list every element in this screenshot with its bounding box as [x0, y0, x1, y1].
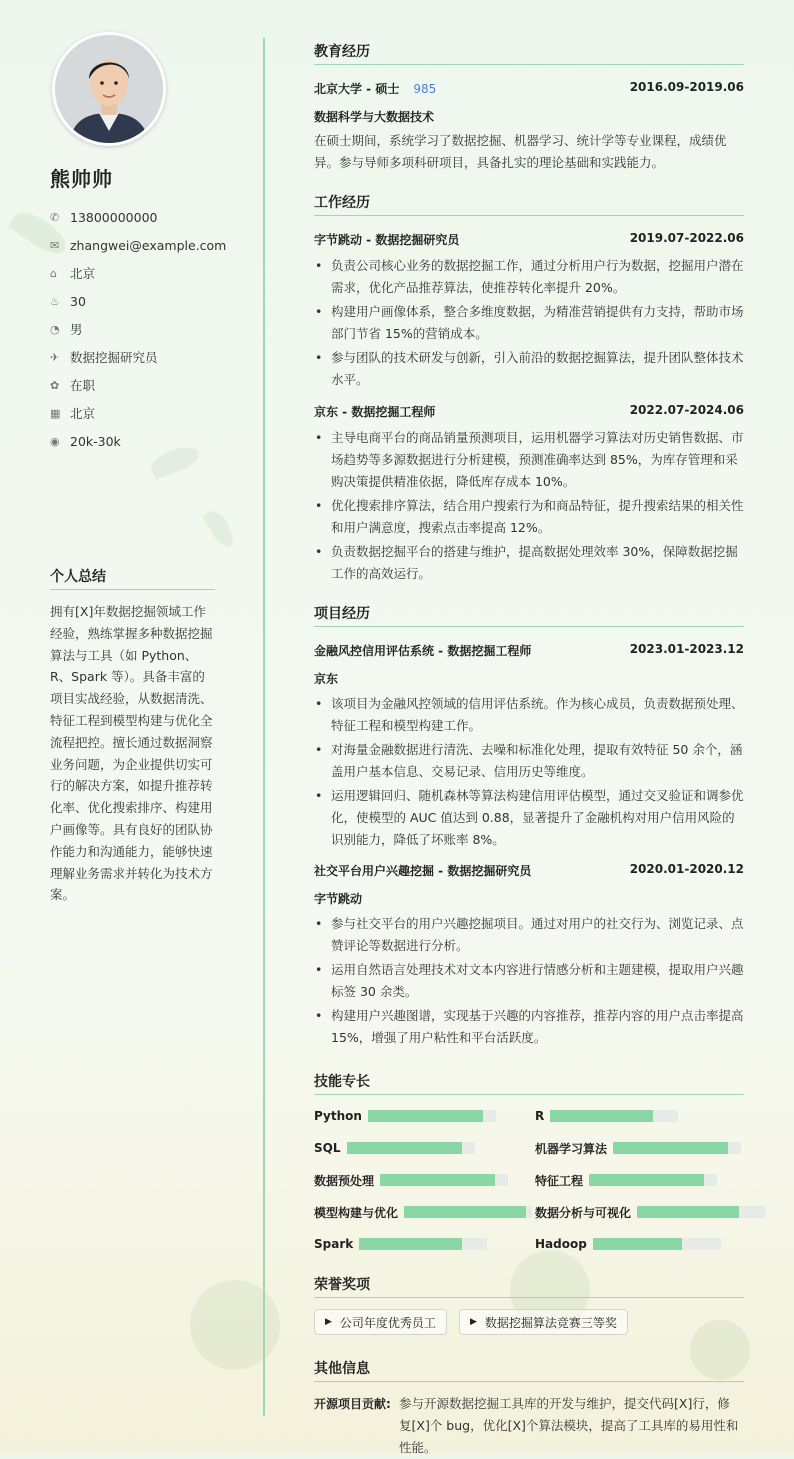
awards-title: 荣誉奖项: [314, 1274, 744, 1298]
work-title: 工作经历: [314, 192, 744, 216]
project-date: 2020.01-2020.12: [629, 862, 744, 876]
work-job-bullets: [314, 255, 744, 393]
skill-name: Python: [314, 1109, 362, 1123]
email-icon: ✉: [50, 238, 60, 252]
contact-city: [50, 399, 250, 427]
list-item: • 运用自然语言处理技术对文本内容进行情感分析和主题建模，提取用户兴趣标签 30 余类。: [314, 959, 744, 1003]
phone-icon: ✆: [50, 210, 60, 224]
skill-bar: [380, 1174, 508, 1186]
work-job-title: 京东 - 数据挖掘工程师: [314, 405, 436, 419]
list-item: • 运用逻辑回归、随机森林等算法构建信用评估模型，通过交叉验证和调参优化，使模型的 AUC 值达到 0.88，显著提升了金融机构对用户信用风险的识别能力，降低了坏账率 8%。: [314, 785, 744, 851]
skill-name: Spark: [314, 1237, 354, 1251]
skill-bar: [613, 1142, 741, 1154]
award-badge[interactable]: [314, 1309, 447, 1335]
project-title: 社交平台用户兴趣挖掘 - 数据挖掘研究员: [314, 864, 532, 878]
age-icon: ♨: [50, 294, 60, 308]
play-triangle-icon: ▶: [325, 1317, 332, 1327]
list-item: • 优化搜索排序算法，结合用户搜索行为和商品特征，提升搜索结果的相关性和用户满意度，搜索点击率提高 12%。: [314, 495, 744, 539]
skill-bar: [593, 1238, 721, 1250]
contact-gender-text: 男: [70, 322, 83, 337]
column-divider: [263, 38, 265, 1416]
skill-bar-fill: [368, 1110, 483, 1122]
skill-bar-fill: [380, 1174, 495, 1186]
skill-item: [314, 1205, 532, 1219]
skill-item: [314, 1237, 487, 1251]
skill-bar-fill: [359, 1238, 461, 1250]
skill-name: 数据分析与可视化: [535, 1205, 632, 1220]
list-item: • 对海量金融数据进行清洗、去噪和标准化处理，提取有效特征 50 余个，涵盖用户基本信息、交易记录、信用历史等维度。: [314, 739, 744, 783]
education-tag: 985: [413, 82, 437, 96]
contact-status-text: 在职: [70, 378, 96, 393]
list-item: • 构建用户兴趣图谱，实现基于兴趣的内容推荐，推荐内容的用户点击率提高 15%，增强了用户粘性和平台活跃度。: [314, 1005, 744, 1049]
list-item: • 参与社交平台的用户兴趣挖掘项目。通过对用户的社交行为、浏览记录、点赞评论等数据进行分析。: [314, 913, 744, 957]
contact-job-text: 数据挖掘研究员: [70, 350, 158, 365]
project-org: 字节跳动: [314, 892, 363, 906]
education-school: 北京大学 - 硕士: [314, 82, 400, 96]
project-title: 金融风控信用评估系统 - 数据挖掘工程师: [314, 644, 532, 658]
work-job-head: [314, 403, 744, 420]
skill-bar-fill: [404, 1206, 526, 1218]
list-item: • 该项目为金融风控领域的信用评估系统。作为核心成员，负责数据预处理、特征工程和模型构建工作。: [314, 693, 744, 737]
contact-job: [50, 343, 250, 371]
project-org: 京东: [314, 672, 339, 686]
skill-name: SQL: [314, 1141, 341, 1155]
skill-bar: [589, 1174, 717, 1186]
contact-city-text: 北京: [70, 406, 96, 421]
job-icon: ✈: [50, 350, 60, 364]
skill-item: [314, 1173, 508, 1187]
skill-item: [535, 1141, 741, 1155]
skill-name: 数据预处理: [314, 1173, 375, 1188]
list-item: • 负责数据挖掘平台的搭建与维护，提高数据处理效率 30%，保障数据挖掘工作的高效运行。: [314, 541, 744, 585]
project-bullets: [314, 913, 744, 1051]
projects-title: 项目经历: [314, 603, 744, 627]
salary-icon: ◉: [50, 434, 60, 448]
skill-item: [314, 1109, 496, 1123]
skill-bar-fill: [347, 1142, 462, 1154]
contact-gender: [50, 315, 250, 343]
skill-name: Hadoop: [535, 1237, 587, 1251]
skill-item: [535, 1173, 717, 1187]
work-job-date: 2019.07-2022.06: [629, 231, 744, 245]
avatar-portrait: [55, 35, 163, 143]
work-job-head: [314, 231, 744, 248]
list-item: • 负责公司核心业务的数据挖掘工作，通过分析用户行为数据，挖掘用户潜在需求，优化产品推荐算法，使推荐转化率提升 20%。: [314, 255, 744, 299]
other-text: 参与开源数据挖掘工具库的开发与维护，提交代码[X]行，修复[X]个 bug，优化[X]个算法模块，提高了工具库的易用性和性能。: [399, 1396, 739, 1455]
list-item: • 参与团队的技术研发与创新，引入前沿的数据挖掘算法，提升团队整体技术水平。: [314, 347, 744, 391]
education-desc: 在硕士期间，系统学习了数据挖掘、机器学习、统计学等专业课程，成绩优异。参与导师多项科研项目，具备扎实的理论基础和实践能力。: [314, 133, 727, 170]
work-job-title: 字节跳动 - 数据挖掘研究员: [314, 233, 460, 247]
skill-name: 机器学习算法: [535, 1141, 608, 1156]
skills-title: 技能专长: [314, 1071, 744, 1095]
other-title: 其他信息: [314, 1358, 744, 1382]
skill-name: 模型构建与优化: [314, 1205, 399, 1220]
candidate-name: 熊帅帅: [50, 167, 113, 191]
skill-item: [535, 1237, 721, 1251]
skill-bar: [359, 1238, 487, 1250]
contact-age: [50, 287, 250, 315]
contact-location: [50, 259, 250, 287]
list-item: • 构建用户画像体系，整合多维度数据，为精准营销提供有力支持，帮助市场部门节省 15%的营销成本。: [314, 301, 744, 345]
gender-icon: ◔: [50, 322, 60, 336]
project-head: [314, 862, 744, 879]
work-job-date: 2022.07-2024.06: [629, 403, 744, 417]
skill-bar: [550, 1110, 678, 1122]
skill-name: 特征工程: [535, 1173, 584, 1188]
summary-title: 个人总结: [50, 566, 215, 590]
education-title: 教育经历: [314, 41, 744, 65]
award-label: 公司年度优秀员工: [339, 1315, 436, 1330]
background-leaf-decoration: [202, 507, 238, 551]
contact-age-text: 30: [70, 293, 86, 309]
skill-bar-fill: [613, 1142, 728, 1154]
play-triangle-icon: ▶: [470, 1317, 477, 1327]
skill-bar: [347, 1142, 475, 1154]
skill-bar-fill: [637, 1206, 739, 1218]
skill-bar-fill: [550, 1110, 652, 1122]
skill-item: [535, 1205, 765, 1219]
background-tree-decoration: [190, 1280, 280, 1370]
contact-phone: [50, 203, 250, 231]
education-date: 2016.09-2019.06: [629, 80, 744, 94]
contact-email: [50, 231, 250, 259]
contact-salary-text: 20k-30k: [70, 433, 121, 449]
project-head: [314, 642, 744, 659]
project-bullets: [314, 693, 744, 853]
work-job-bullets: [314, 427, 744, 587]
contact-status: [50, 371, 250, 399]
skill-bar-fill: [589, 1174, 704, 1186]
award-badge[interactable]: [459, 1309, 628, 1335]
skill-item: [314, 1141, 475, 1155]
skill-bar: [404, 1206, 532, 1218]
home-icon: ⌂: [50, 266, 57, 280]
skill-bar: [368, 1110, 496, 1122]
city-icon: ▦: [50, 406, 61, 420]
project-date: 2023.01-2023.12: [629, 642, 744, 656]
award-label: 数据挖掘算法竞赛三等奖: [484, 1315, 617, 1330]
contact-phone-text: 13800000000: [70, 209, 158, 225]
skill-bar-fill: [593, 1238, 683, 1250]
other-label: 开源项目贡献:: [314, 1397, 391, 1411]
education-major: 数据科学与大数据技术: [314, 110, 435, 124]
summary-text: 拥有[X]年数据挖掘领域工作经验，熟练掌握多种数据挖掘算法与工具（如 Python、R、Spark 等）。具备丰富的项目实战经验，从数据清洗、特征工程到模型构建与优化全流程把控。擅长通过数据洞察业务问题，为企业提供切实可行的解决方案，如提升推荐转化率、优化搜索排序、构建用户画像等。具有良好的团队协作能力和沟通能力，能够快速理解业务需求并转化为技术方案。: [50, 604, 213, 903]
skill-item: [535, 1109, 678, 1123]
list-item: • 主导电商平台的商品销量预测项目，运用机器学习算法对历史销售数据、市场趋势等多源数据进行分析建模，预测准确率达到 85%，为库存管理和采购决策提供精准依据，降低库存成本 10%。: [314, 427, 744, 493]
contact-salary: [50, 427, 250, 455]
skill-name: R: [535, 1109, 545, 1123]
education-head: [314, 80, 744, 97]
avatar: [52, 32, 166, 146]
contact-list: [50, 203, 250, 455]
status-icon: ✿: [50, 378, 60, 392]
contact-location-text: 北京: [70, 266, 96, 281]
skill-bar: [637, 1206, 765, 1218]
contact-email-text[interactable]: zhangwei@example.com: [70, 237, 227, 253]
